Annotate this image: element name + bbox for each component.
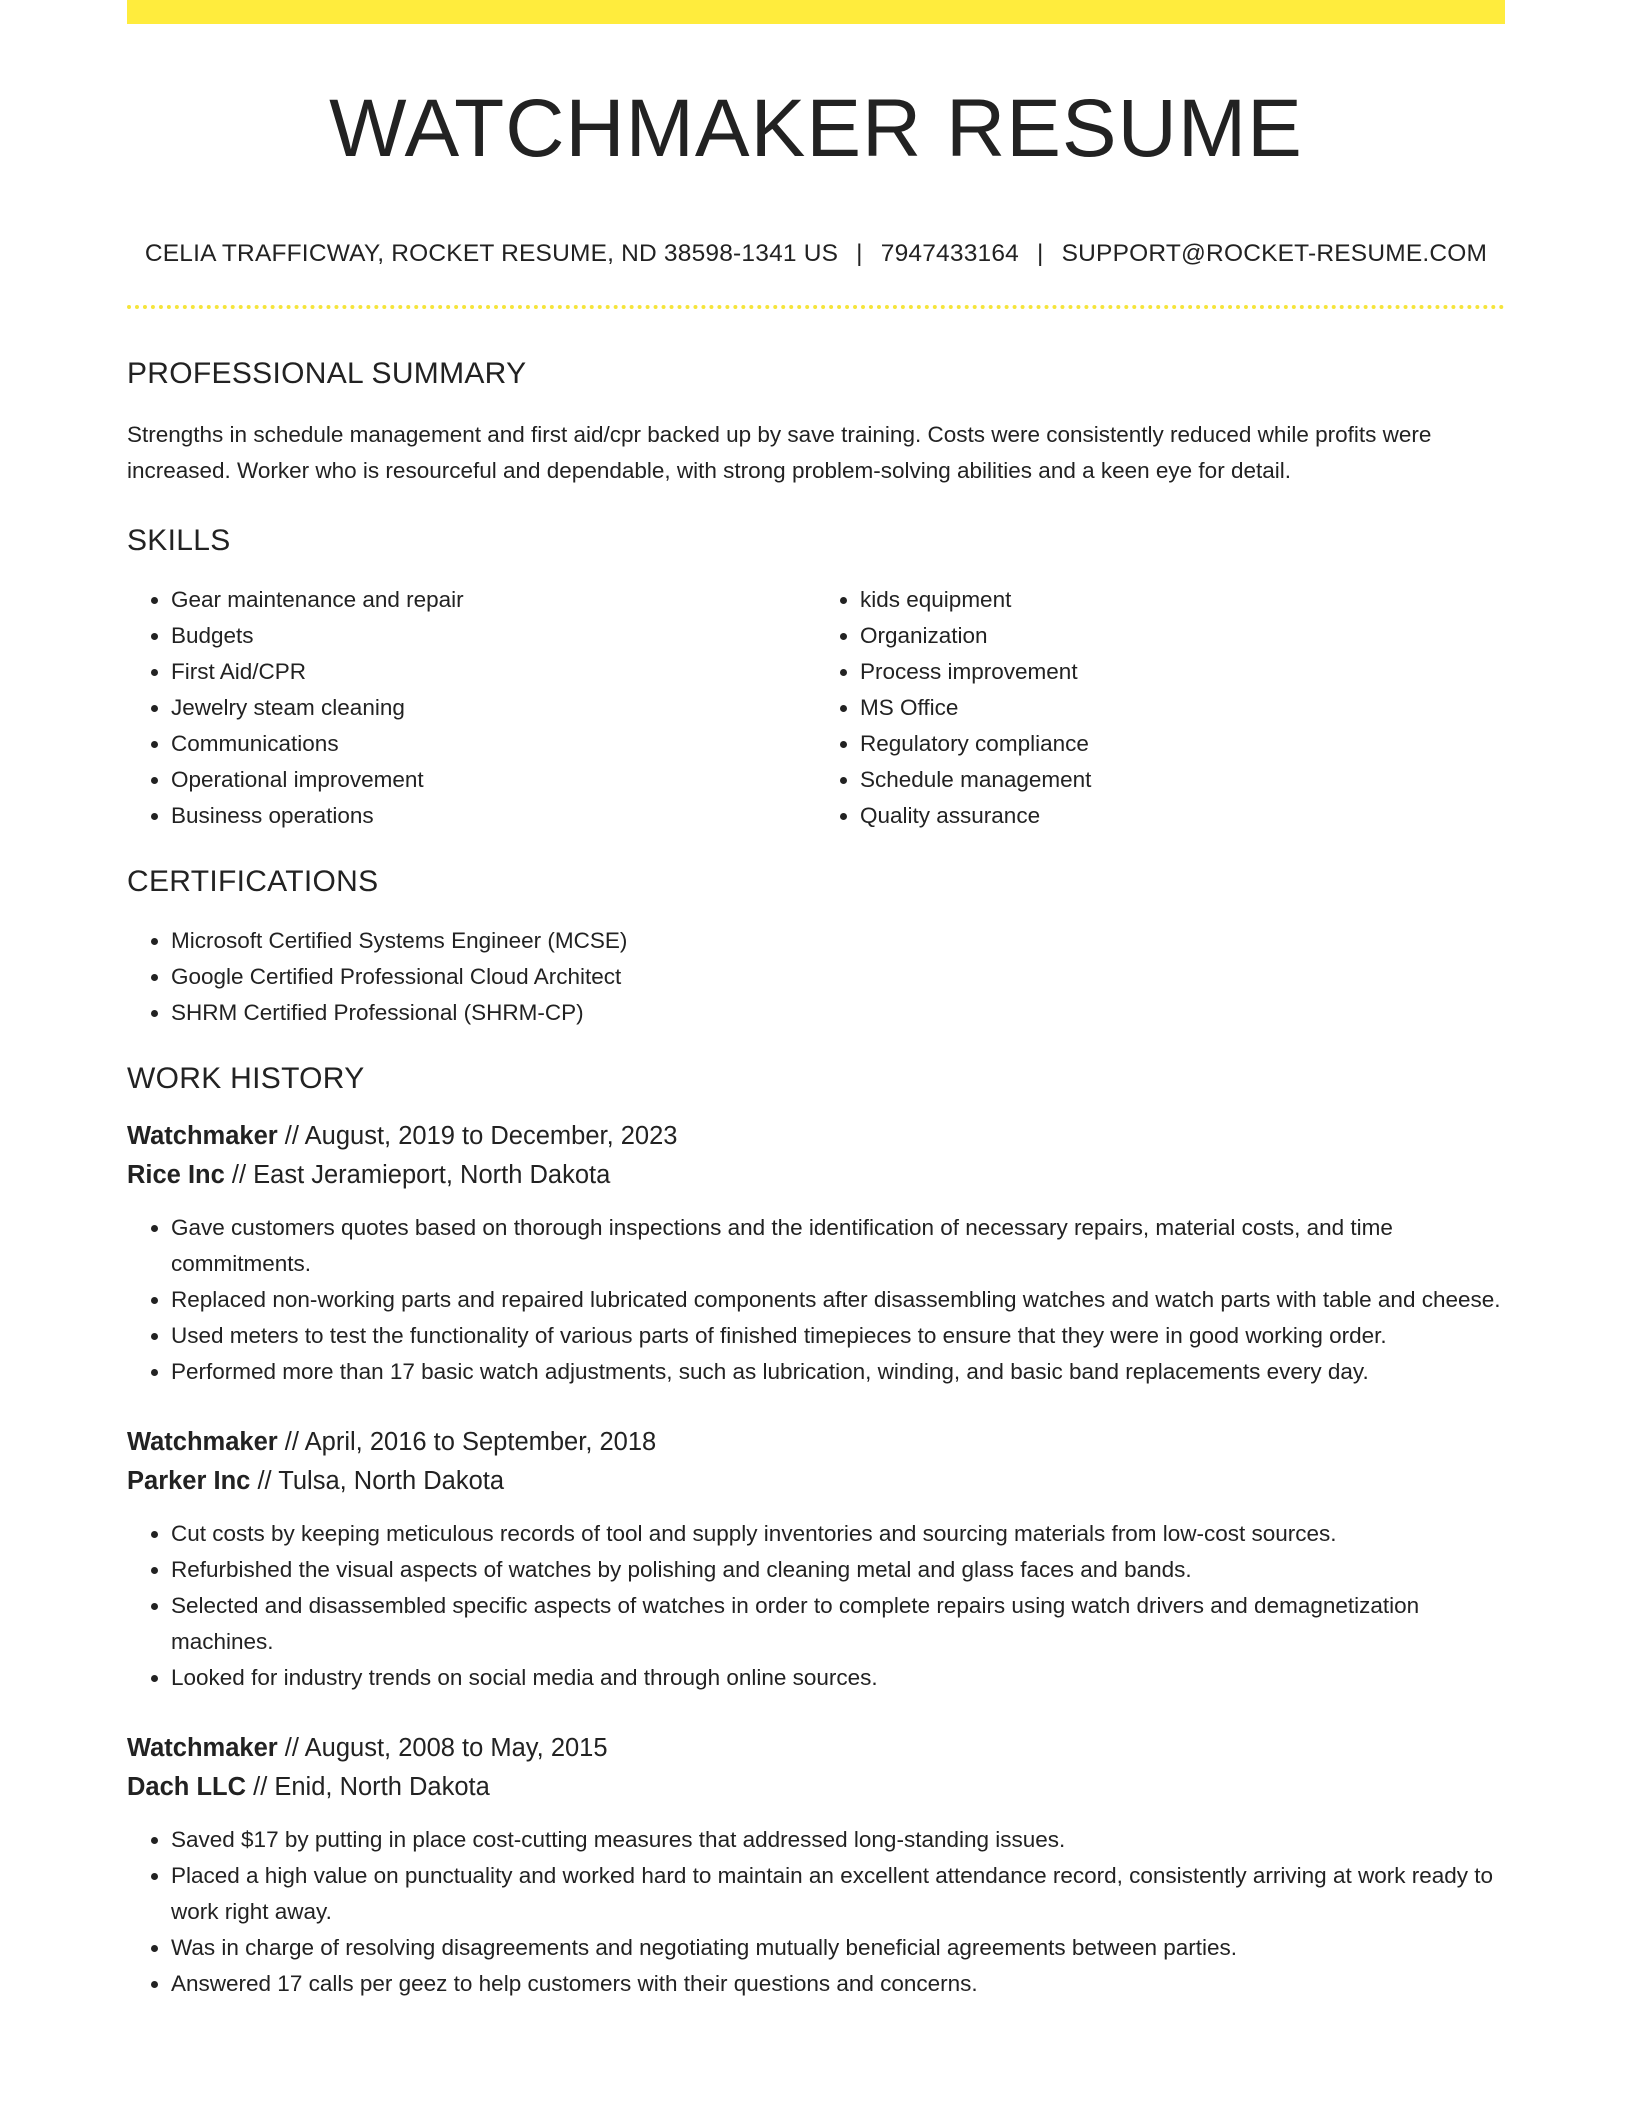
job-location: // Enid, North Dakota	[253, 1772, 490, 1801]
job-company-line	[127, 1462, 1505, 1501]
section-heading: PROFESSIONAL SUMMARY	[127, 356, 527, 390]
skills-list-left	[127, 582, 816, 834]
job-title-line	[127, 1729, 1505, 1768]
resume-page	[127, 0, 1505, 2112]
job-location: // East Jeramieport, North Dakota	[231, 1160, 611, 1189]
job-bullet: • Gave customers quotes based on thorough inspections and the identification of necessary repairs, material costs, and time commitments.	[171, 1210, 1505, 1282]
job-dates: // August, 2008 to May, 2015	[284, 1733, 608, 1762]
dotted-divider	[127, 305, 1505, 309]
section-heading: WORK HISTORY	[127, 1061, 365, 1095]
job-bullet: • Performed more than 17 basic watch adjustments, such as lubrication, winding, and basic band replacements every day.	[171, 1354, 1505, 1390]
contact-phone: 7947433164	[880, 240, 1020, 267]
contact-email[interactable]: SUPPORT@ROCKET-RESUME.COM	[1061, 240, 1488, 267]
section-heading: CERTIFICATIONS	[127, 864, 379, 898]
skill-item: • First Aid/CPR	[171, 654, 816, 690]
job-company-line	[127, 1768, 1505, 1807]
job-entry	[127, 1117, 1505, 1390]
job-bullets	[127, 1210, 1505, 1390]
job-role: Watchmaker	[127, 1733, 278, 1762]
job-bullet: • Answered 17 calls per geez to help customers with their questions and concerns.	[171, 1966, 1505, 2002]
job-role: Watchmaker	[127, 1121, 278, 1150]
job-bullet: • Placed a high value on punctuality and worked hard to maintain an excellent attendance record, consistently arriving at work ready to work right away.	[171, 1858, 1505, 1930]
job-bullet: • Replaced non-working parts and repaired lubricated components after disassembling watches and watch parts with table and cheese.	[171, 1282, 1505, 1318]
skill-item: • Quality assurance	[860, 798, 1505, 834]
contact-separator: |	[856, 240, 863, 267]
skill-item: • Budgets	[171, 618, 816, 654]
skill-item: • Business operations	[171, 798, 816, 834]
job-dates: // April, 2016 to September, 2018	[284, 1427, 657, 1456]
job-role: Watchmaker	[127, 1427, 278, 1456]
job-company: Dach LLC	[127, 1772, 247, 1801]
skills-section	[127, 523, 1505, 834]
certifications-section	[127, 864, 1505, 1031]
resume-title: WATCHMAKER RESUME	[329, 83, 1303, 174]
certification-item: • SHRM Certified Professional (SHRM-CP)	[171, 995, 1505, 1031]
job-title-line	[127, 1117, 1505, 1156]
skill-item: • Communications	[171, 726, 816, 762]
skill-item: • Regulatory compliance	[860, 726, 1505, 762]
accent-bar	[127, 0, 1505, 24]
section-heading: SKILLS	[127, 523, 231, 557]
job-bullet: • Used meters to test the functionality of various parts of finished timepieces to ensure that they were in good working order.	[171, 1318, 1505, 1354]
job-bullet: • Saved $17 by putting in place cost-cutting measures that addressed long-standing issues.	[171, 1822, 1505, 1858]
skill-item: • Operational improvement	[171, 762, 816, 798]
job-company: Parker Inc	[127, 1466, 251, 1495]
certification-item: • Microsoft Certified Systems Engineer (MCSE)	[171, 923, 1505, 959]
summary-text: Strengths in schedule management and first aid/cpr backed up by save training. Costs were consistently reduced while profits were increased. Worker who is resourceful and dependable, with strong problem-solving abilities and a keen eye for detail.	[127, 421, 1432, 483]
job-bullet: • Was in charge of resolving disagreements and negotiating mutually beneficial agreements between parties.	[171, 1930, 1505, 1966]
contact-address: CELIA TRAFFICWAY, ROCKET RESUME, ND 38598-1341 US	[144, 240, 839, 267]
skill-item: • Organization	[860, 618, 1505, 654]
skill-item: • Jewelry steam cleaning	[171, 690, 816, 726]
job-bullets	[127, 1822, 1505, 2002]
skill-item: • MS Office	[860, 690, 1505, 726]
skills-list-right	[816, 582, 1505, 834]
contact-line	[127, 242, 1505, 267]
certifications-list	[127, 923, 1505, 1031]
job-bullet: • Cut costs by keeping meticulous records of tool and supply inventories and sourcing materials from low-cost sources.	[171, 1516, 1505, 1552]
job-bullet: • Refurbished the visual aspects of watches by polishing and cleaning metal and glass faces and bands.	[171, 1552, 1505, 1588]
job-entry	[127, 1423, 1505, 1696]
job-company: Rice Inc	[127, 1160, 225, 1189]
skills-columns	[127, 582, 1505, 834]
job-title-line	[127, 1423, 1505, 1462]
job-company-line	[127, 1156, 1505, 1195]
job-bullet: • Selected and disassembled specific aspects of watches in order to complete repairs using watch drivers and demagnetization machines.	[171, 1588, 1505, 1660]
work-history-section	[127, 1061, 1505, 2002]
skill-item: • Gear maintenance and repair	[171, 582, 816, 618]
skill-item: • Schedule management	[860, 762, 1505, 798]
skill-item: • kids equipment	[860, 582, 1505, 618]
certification-item: • Google Certified Professional Cloud Architect	[171, 959, 1505, 995]
professional-summary-section	[127, 356, 1505, 489]
job-bullet: • Looked for industry trends on social media and through online sources.	[171, 1660, 1505, 1696]
job-bullets	[127, 1516, 1505, 1696]
job-dates: // August, 2019 to December, 2023	[284, 1121, 678, 1150]
contact-separator: |	[1037, 240, 1044, 267]
job-location: // Tulsa, North Dakota	[257, 1466, 505, 1495]
skill-item: • Process improvement	[860, 654, 1505, 690]
job-entry	[127, 1729, 1505, 2002]
